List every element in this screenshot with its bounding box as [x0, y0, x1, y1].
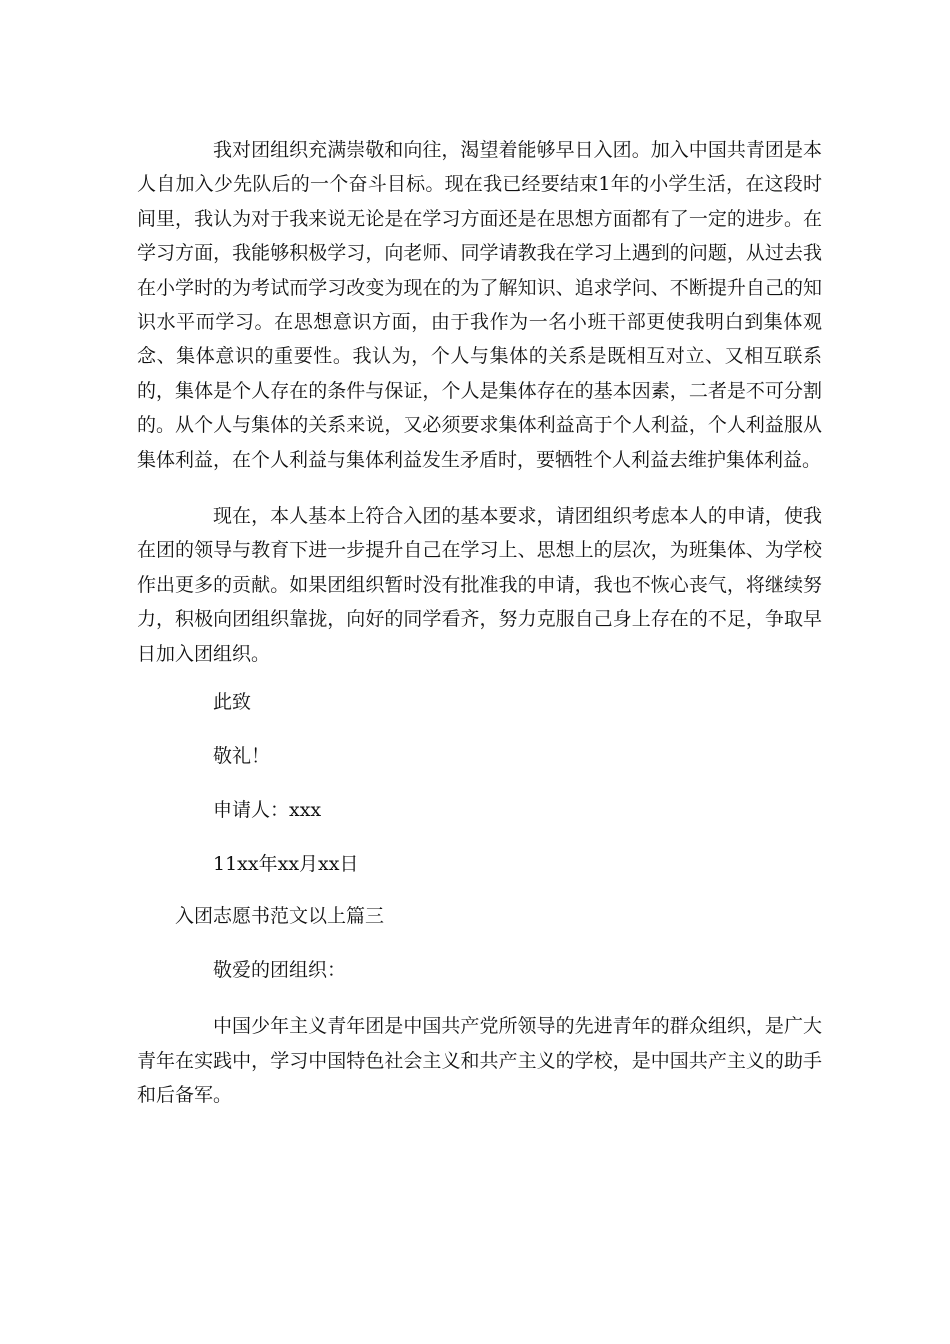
section-heading: 入团志愿书范文以上篇三	[175, 905, 385, 928]
body-paragraph-1: 我对团组织充满崇敬和向往，渴望着能够早日入团。加入中国共青团是本人自加入少先队后的一个奋斗目标。现在我已经要结束1年的小学生活，在这段时间里，我认为对于我来说无论是在学习方面还是在思想方面都有了一定的进步。在学习方面，我能够积极学习，向老师、同学请教我在学习上遇到的问题，从过去我在小学时的为考试而学习改变为现在的为了解知识、追求学问、不断提升自己的知识水平而学习。在思想意识方面，由于我作为一名小班干部更使我明白到集体观念、集体意识的重要性。我认为，个人与集体的关系是既相互对立、又相互联系的，集体是个人存在的条件与保证，个人是集体存在的基本因素，二者是不可分割的。从个人与集体的关系来说，又必须要求集体利益高于个人利益，个人利益服从集体利益，在个人利益与集体利益发生矛盾时，要牺牲个人利益去维护集体利益。	[137, 139, 822, 471]
applicant-line: 申请人：xxx	[213, 799, 322, 822]
document-body	[137, 133, 822, 1112]
body-paragraph-3: 中国少年主义青年团是中国共产党所领导的先进青年的群众组织，是广大青年在实践中，学习中国特色社会主义和共产主义的学校，是中国共产主义的助手和后备军。	[137, 1015, 822, 1106]
date-line: 11xx年xx月xx日	[213, 853, 359, 876]
body-paragraph-2: 现在，本人基本上符合入团的基本要求，请团组织考虑本人的申请，使我在团的领导与教育下进一步提升自己在学习上、思想上的层次，为班集体、为学校作出更多的贡献。如果团组织暂时没有批准我的申请，我也不恢心丧气，将继续努力，积极向团组织靠拢，向好的同学看齐，努力克服自己身上存在的不足，争取早日加入团组织。	[137, 505, 822, 665]
closing-line: 此致	[213, 691, 252, 714]
regards-line: 敬礼！	[213, 745, 271, 768]
salutation-line: 敬爱的团组织：	[213, 959, 347, 982]
